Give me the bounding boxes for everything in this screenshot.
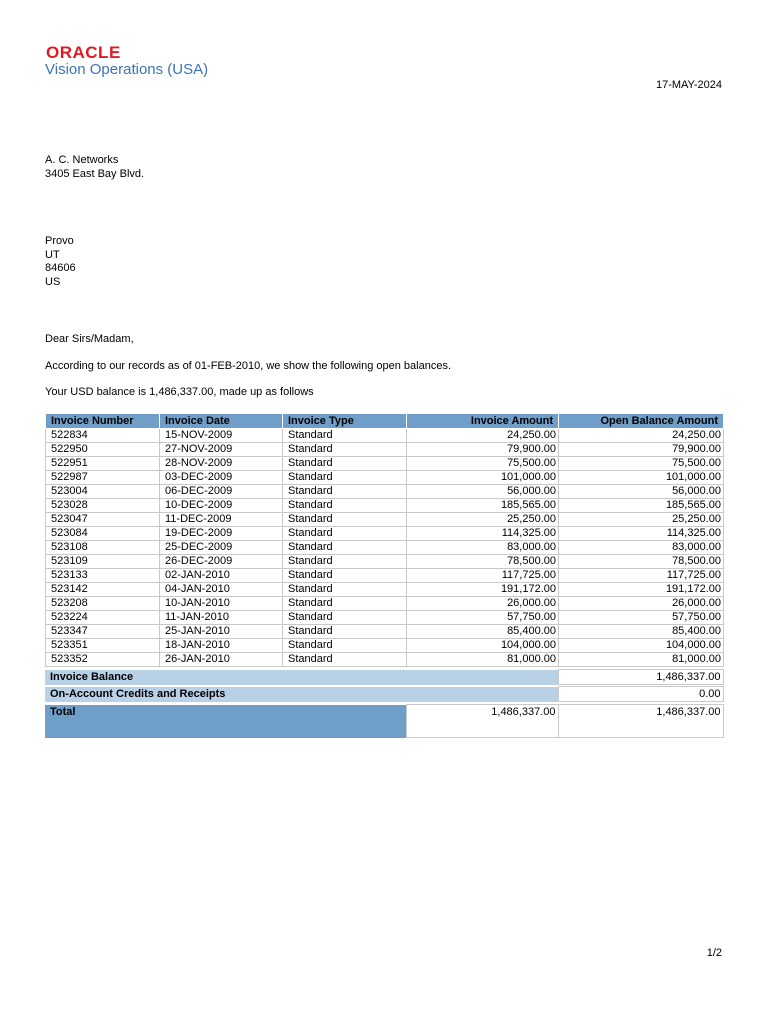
cell-open-balance: 56,000.00 xyxy=(559,485,724,499)
cell-invoice-type: Standard xyxy=(283,499,407,513)
cell-invoice-type: Standard xyxy=(283,457,407,471)
cell-invoice-number: 522950 xyxy=(46,443,160,457)
cell-invoice-amount: 83,000.00 xyxy=(407,541,559,555)
table-row xyxy=(46,513,724,527)
cell-invoice-amount: 26,000.00 xyxy=(407,597,559,611)
col-invoice-type: Invoice Type xyxy=(283,414,407,429)
col-invoice-number: Invoice Number xyxy=(46,414,160,429)
cell-invoice-number: 523142 xyxy=(46,583,160,597)
cell-open-balance: 83,000.00 xyxy=(559,541,724,555)
cell-invoice-amount: 185,565.00 xyxy=(407,499,559,513)
table-row xyxy=(46,485,724,499)
cell-invoice-type: Standard xyxy=(283,569,407,583)
records-statement: According to our records as of 01-FEB-2010, we show the following open balances. xyxy=(45,360,452,372)
table-row xyxy=(46,639,724,653)
table-row xyxy=(46,527,724,541)
credits-row xyxy=(45,686,724,702)
cell-open-balance: 114,325.00 xyxy=(559,527,724,541)
customer-state: UT xyxy=(45,248,60,261)
cell-invoice-amount: 114,325.00 xyxy=(407,527,559,541)
customer-street: 3405 East Bay Blvd. xyxy=(45,167,145,180)
invoice-table-body xyxy=(46,429,724,667)
cell-invoice-type: Standard xyxy=(283,527,407,541)
cell-invoice-date: 25-DEC-2009 xyxy=(160,541,283,555)
cell-open-balance: 75,500.00 xyxy=(559,457,724,471)
cell-invoice-date: 10-JAN-2010 xyxy=(160,597,283,611)
cell-invoice-amount: 56,000.00 xyxy=(407,485,559,499)
cell-invoice-number: 523208 xyxy=(46,597,160,611)
table-row xyxy=(46,597,724,611)
table-row xyxy=(46,443,724,457)
customer-address xyxy=(45,154,144,181)
cell-invoice-type: Standard xyxy=(283,611,407,625)
col-open-balance: Open Balance Amount xyxy=(559,414,724,429)
invoice-balance-value: 1,486,337.00 xyxy=(558,670,723,685)
cell-invoice-type: Standard xyxy=(283,513,407,527)
cell-invoice-type: Standard xyxy=(283,443,407,457)
cell-open-balance: 78,500.00 xyxy=(559,555,724,569)
cell-invoice-amount: 117,725.00 xyxy=(407,569,559,583)
cell-invoice-date: 26-DEC-2009 xyxy=(160,555,283,569)
table-row xyxy=(46,625,724,639)
table-row xyxy=(46,471,724,485)
customer-country: US xyxy=(45,275,61,288)
cell-invoice-type: Standard xyxy=(283,597,407,611)
cell-invoice-type: Standard xyxy=(283,639,407,653)
table-row xyxy=(46,499,724,513)
table-row xyxy=(46,429,724,443)
cell-invoice-number: 522834 xyxy=(46,429,160,443)
cell-invoice-type: Standard xyxy=(283,429,407,443)
total-invoice-amount: 1,486,337.00 xyxy=(406,705,558,738)
cell-invoice-number: 522951 xyxy=(46,457,160,471)
customer-name: A. C. Networks xyxy=(45,154,119,166)
cell-invoice-number: 522987 xyxy=(46,471,160,485)
cell-open-balance: 24,250.00 xyxy=(559,429,724,443)
cell-invoice-type: Standard xyxy=(283,541,407,555)
cell-invoice-number: 523084 xyxy=(46,527,160,541)
cell-invoice-date: 19-DEC-2009 xyxy=(160,527,283,541)
oracle-logo: ORACLE xyxy=(46,43,121,62)
cell-invoice-date: 28-NOV-2009 xyxy=(160,457,283,471)
total-open-balance: 1,486,337.00 xyxy=(558,705,723,738)
cell-invoice-type: Standard xyxy=(283,583,407,597)
cell-invoice-amount: 24,250.00 xyxy=(407,429,559,443)
cell-open-balance: 85,400.00 xyxy=(559,625,724,639)
cell-open-balance: 117,725.00 xyxy=(559,569,724,583)
cell-invoice-number: 523224 xyxy=(46,611,160,625)
cell-open-balance: 81,000.00 xyxy=(559,653,724,667)
cell-open-balance: 25,250.00 xyxy=(559,513,724,527)
cell-invoice-amount: 79,900.00 xyxy=(407,443,559,457)
total-label: Total xyxy=(45,705,406,738)
cell-open-balance: 101,000.00 xyxy=(559,471,724,485)
cell-invoice-amount: 25,250.00 xyxy=(407,513,559,527)
col-invoice-amount: Invoice Amount xyxy=(407,414,559,429)
cell-open-balance: 191,172.00 xyxy=(559,583,724,597)
table-row xyxy=(46,457,724,471)
cell-invoice-date: 10-DEC-2009 xyxy=(160,499,283,513)
cell-invoice-number: 523004 xyxy=(46,485,160,499)
cell-invoice-date: 25-JAN-2010 xyxy=(160,625,283,639)
table-row xyxy=(46,583,724,597)
cell-invoice-amount: 78,500.00 xyxy=(407,555,559,569)
document-date: 17-MAY-2024 xyxy=(655,79,722,91)
invoice-table xyxy=(45,413,724,667)
cell-invoice-type: Standard xyxy=(283,485,407,499)
col-invoice-date: Invoice Date xyxy=(160,414,283,429)
cell-invoice-number: 523108 xyxy=(46,541,160,555)
cell-invoice-number: 523133 xyxy=(46,569,160,583)
invoice-balance-row xyxy=(45,669,724,685)
table-row xyxy=(46,569,724,583)
credits-value: 0.00 xyxy=(558,687,723,702)
company-name: Vision Operations (USA) xyxy=(45,61,209,78)
credits-label: On-Account Credits and Receipts xyxy=(45,687,558,702)
cell-open-balance: 79,900.00 xyxy=(559,443,724,457)
cell-invoice-number: 523351 xyxy=(46,639,160,653)
cell-invoice-date: 02-JAN-2010 xyxy=(160,569,283,583)
cell-invoice-date: 11-JAN-2010 xyxy=(160,611,283,625)
cell-invoice-amount: 57,750.00 xyxy=(407,611,559,625)
cell-invoice-date: 03-DEC-2009 xyxy=(160,471,283,485)
cell-invoice-number: 523352 xyxy=(46,653,160,667)
table-row xyxy=(46,555,724,569)
cell-invoice-date: 15-NOV-2009 xyxy=(160,429,283,443)
cell-invoice-type: Standard xyxy=(283,625,407,639)
balance-statement: Your USD balance is 1,486,337.00, made up as follows xyxy=(45,386,314,398)
salutation: Dear Sirs/Madam, xyxy=(45,333,134,345)
cell-invoice-type: Standard xyxy=(283,471,407,485)
cell-open-balance: 104,000.00 xyxy=(559,639,724,653)
cell-invoice-number: 523109 xyxy=(46,555,160,569)
cell-invoice-number: 523028 xyxy=(46,499,160,513)
cell-invoice-number: 523047 xyxy=(46,513,160,527)
cell-open-balance: 57,750.00 xyxy=(559,611,724,625)
invoice-table-header xyxy=(46,414,724,429)
cell-invoice-number: 523347 xyxy=(46,625,160,639)
table-row xyxy=(46,541,724,555)
cell-invoice-amount: 85,400.00 xyxy=(407,625,559,639)
cell-invoice-amount: 101,000.00 xyxy=(407,471,559,485)
cell-invoice-date: 11-DEC-2009 xyxy=(160,513,283,527)
table-row xyxy=(46,653,724,667)
customer-city: Provo xyxy=(45,235,74,247)
cell-open-balance: 26,000.00 xyxy=(559,597,724,611)
cell-invoice-date: 06-DEC-2009 xyxy=(160,485,283,499)
cell-invoice-date: 27-NOV-2009 xyxy=(160,443,283,457)
cell-invoice-date: 04-JAN-2010 xyxy=(160,583,283,597)
cell-invoice-date: 18-JAN-2010 xyxy=(160,639,283,653)
cell-invoice-amount: 104,000.00 xyxy=(407,639,559,653)
customer-locality xyxy=(45,235,76,289)
cell-invoice-amount: 81,000.00 xyxy=(407,653,559,667)
cell-invoice-amount: 75,500.00 xyxy=(407,457,559,471)
cell-open-balance: 185,565.00 xyxy=(559,499,724,513)
invoice-balance-label: Invoice Balance xyxy=(45,670,558,685)
cell-invoice-amount: 191,172.00 xyxy=(407,583,559,597)
cell-invoice-type: Standard xyxy=(283,653,407,667)
table-row xyxy=(46,611,724,625)
cell-invoice-type: Standard xyxy=(283,555,407,569)
page-number: 1/2 xyxy=(706,947,722,959)
cell-invoice-date: 26-JAN-2010 xyxy=(160,653,283,667)
customer-postal: 84606 xyxy=(45,262,76,274)
total-row xyxy=(45,704,724,738)
